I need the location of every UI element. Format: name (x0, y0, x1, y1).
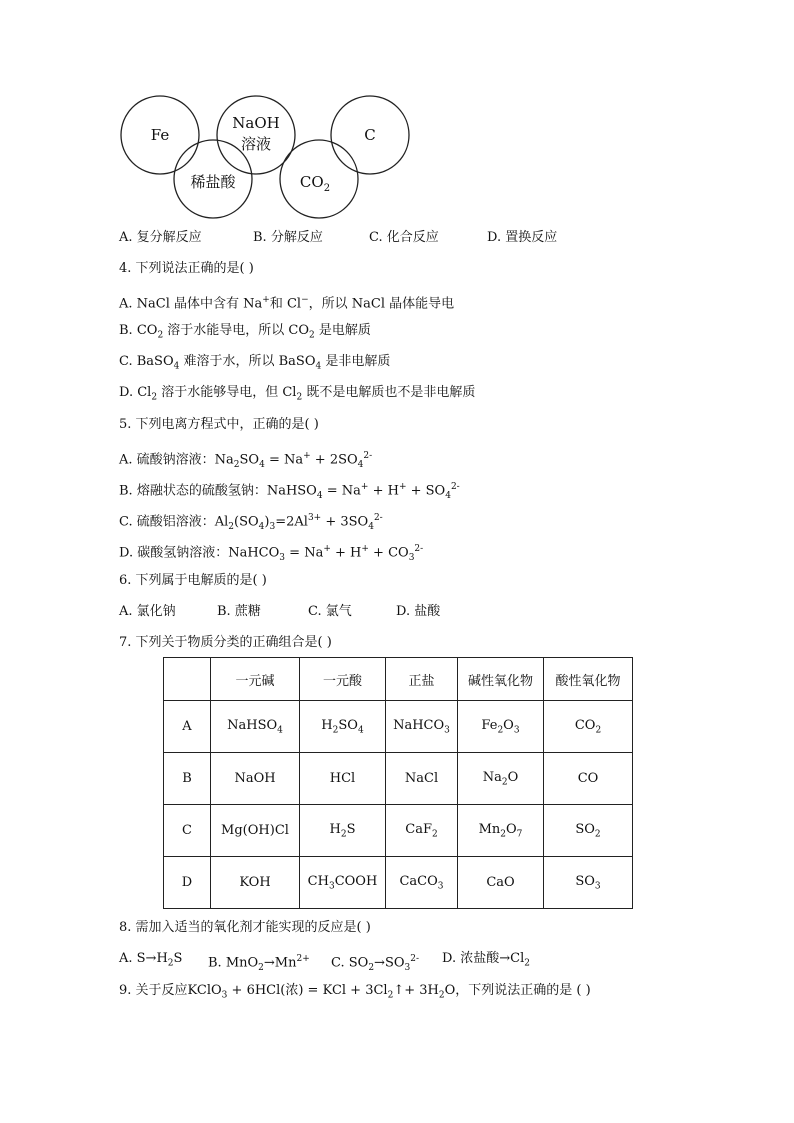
q5-option-b[interactable]: B. 熔融状态的硫酸氢钠：NaHSO$_4$ = $Na^+ + H^+ + SO_4^{2-}$ (119, 482, 460, 501)
cell-basic-oxide: CaO (458, 857, 544, 909)
q8-option-d[interactable]: D. 浓盐酸$\to Cl_2$ (442, 951, 530, 969)
table-row (164, 753, 633, 805)
substance-circle-diagram (118, 95, 410, 220)
row-label: D (164, 857, 211, 909)
cell-base: NaOH (211, 753, 300, 805)
label-co2: $CO_2$ (299, 173, 331, 194)
cell-base: Mg(OH)Cl (211, 805, 300, 857)
q9-stem: 9. 关于反应KClO$_3$ + 6HCl(浓) = KCl + $3Cl_2↑+ 3H_2O$，下列说法正确的是 ( ) (119, 983, 591, 1001)
table-row (164, 857, 633, 909)
cell-basic-oxide: $Mn_2O_7$ (458, 805, 544, 857)
q8-options (119, 950, 530, 977)
q5-option-a[interactable]: A. 硫酸钠溶液：$Na_2SO_4 = Na^+ + 2SO_4^{2-}$ (119, 451, 373, 470)
row-label: A (164, 701, 211, 753)
q8-option-c[interactable]: C. $SO_2\to SO_3^{2-}$ (331, 954, 420, 973)
label-fe: Fe (150, 126, 170, 144)
cell-acid: $H_2SO_4$ (300, 701, 386, 753)
q4-option-c[interactable]: C. BaSO$_4$ 难溶于水，所以 BaSO$_4$ 是非电解质 (119, 354, 391, 372)
label-hcl: 稀盐酸 (190, 173, 236, 191)
q4-option-b[interactable]: B. $CO_2$ 溶于水能导电，所以 $CO_2$ 是电解质 (119, 323, 371, 341)
q6-options (119, 603, 440, 621)
table-header-row (164, 658, 633, 701)
cell-salt: CaCO$_3$ (386, 857, 458, 909)
q8-option-a[interactable]: A. $S\to H_2S$ (119, 951, 183, 969)
cell-basic-oxide: $Fe_2O_3$ (458, 701, 544, 753)
q3-option-a[interactable]: A. 复分解反应 (119, 230, 202, 245)
cell-acid: $CH_3COOH$ (300, 857, 386, 909)
q3-option-d[interactable]: D. 置换反应 (487, 230, 558, 245)
cell-basic-oxide: $Na_2O$ (458, 753, 544, 805)
q3-option-c[interactable]: C. 化合反应 (369, 230, 439, 245)
cell-acid: $H_2S$ (300, 805, 386, 857)
q5-option-c[interactable]: C. 硫酸铝溶液：$Al_2(SO_4)_3=2Al^{3+} + 3SO_4^{2-}$ (119, 513, 383, 532)
cell-salt: CaF$_2$ (386, 805, 458, 857)
q5-stem: 5. 下列电离方程式中，正确的是( ) (119, 417, 319, 432)
classification-table (163, 657, 633, 909)
label-naoh: NaOH (232, 114, 280, 132)
cell-acidic-oxide: $CO_2$ (544, 701, 633, 753)
table-row (164, 805, 633, 857)
header-normal-salt: 正盐 (386, 658, 458, 701)
q6-option-d[interactable]: D. 盐酸 (396, 604, 441, 619)
label-naoh-solution: 溶液 (240, 135, 272, 153)
cell-salt: NaHCO$_3$ (386, 701, 458, 753)
table-row (164, 701, 633, 753)
q3-options (119, 229, 557, 247)
q4-stem: 4. 下列说法正确的是( ) (119, 261, 254, 276)
q8-option-b[interactable]: B. $MnO_2\to Mn^{2+}$ (208, 954, 310, 973)
q6-option-b[interactable]: B. 蔗糖 (217, 604, 261, 619)
q8-stem: 8. 需加入适当的氧化剂才能实现的反应是( ) (119, 920, 371, 935)
header-basic-oxide: 碱性氧化物 (458, 658, 544, 701)
cell-acidic-oxide: $SO_2$ (544, 805, 633, 857)
header-empty (164, 658, 211, 701)
q4-option-d[interactable]: D. $Cl_2$ 溶于水能够导电，但 $Cl_2$ 既不是电解质也不是非电解质 (119, 385, 476, 403)
row-label: B (164, 753, 211, 805)
cell-base: KOH (211, 857, 300, 909)
q5-option-d[interactable]: D. 碳酸氢钠溶液：NaHCO$_3$ = $Na^+ + H^+ + CO_3^{2-}$ (119, 544, 424, 563)
header-monobasic-acid: 一元酸 (300, 658, 386, 701)
cell-acid: HCl (300, 753, 386, 805)
q6-option-a[interactable]: A. 氯化钠 (119, 604, 176, 619)
cell-salt: NaCl (386, 753, 458, 805)
q4-option-a[interactable]: A. NaCl 晶体中含有 Na+和 Cl−，所以 NaCl 晶体能导电 (119, 295, 455, 312)
cell-base: NaHSO$_4$ (211, 701, 300, 753)
label-c: C (364, 126, 376, 144)
q3-option-b[interactable]: B. 分解反应 (253, 230, 323, 245)
header-acidic-oxide: 酸性氧化物 (544, 658, 633, 701)
cell-acidic-oxide: CO (544, 753, 633, 805)
row-label: C (164, 805, 211, 857)
q6-option-c[interactable]: C. 氯气 (308, 604, 352, 619)
cell-acidic-oxide: $SO_3$ (544, 857, 633, 909)
q6-stem: 6. 下列属于电解质的是( ) (119, 573, 267, 588)
q7-stem: 7. 下列关于物质分类的正确组合是( ) (119, 635, 332, 650)
header-monobasic-base: 一元碱 (211, 658, 300, 701)
